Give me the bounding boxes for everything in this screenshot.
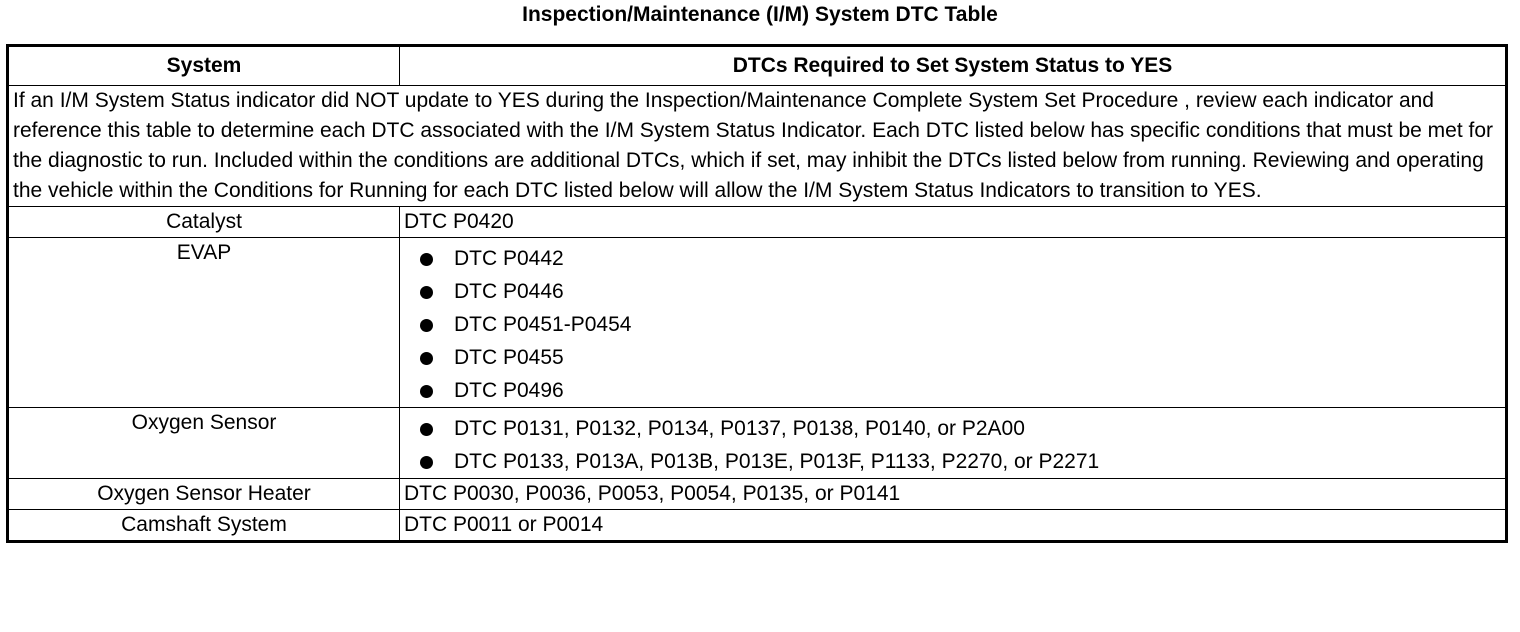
bullet-icon bbox=[420, 423, 433, 436]
table-title: Inspection/Maintenance (I/M) System DTC Table bbox=[522, 3, 998, 26]
list-item: DTC P0131, P0132, P0134, P0137, P0138, P0140, or P2A00 bbox=[404, 412, 1501, 445]
bullet-icon bbox=[420, 385, 433, 398]
dtc-list-cell bbox=[400, 408, 1507, 479]
list-item: DTC P0446 bbox=[404, 275, 1501, 308]
table-row bbox=[8, 207, 1507, 238]
procedure-note: If an I/M System Status indicator did NOT update to YES during the Inspection/Maintenance Complete System Set Procedure , review each indicator and reference this table to determine each DTC associated with the I/M System Status Indicator. Each DTC listed below has specific conditions that must be met for the diagnostic to run. Included within the conditions are additional DTCs, which if set, may inhibit the DTCs listed below from running. Reviewing and operating the vehicle within the Conditions for Running for each DTC listed below will allow the I/M System Status Indicators to transition to YES. bbox=[8, 86, 1507, 207]
table-row bbox=[8, 408, 1507, 479]
system-cell: EVAP bbox=[8, 238, 400, 408]
list-item: DTC P0455 bbox=[404, 341, 1501, 374]
bullet-icon bbox=[420, 456, 433, 469]
bullet-icon bbox=[420, 286, 433, 299]
list-item: DTC P0442 bbox=[404, 242, 1501, 275]
system-cell: Catalyst bbox=[8, 207, 400, 238]
dtc-list bbox=[404, 412, 1501, 478]
dtc-list bbox=[404, 242, 1501, 407]
system-cell: Oxygen Sensor Heater bbox=[8, 479, 400, 510]
column-header-system: System bbox=[8, 46, 400, 86]
note-row bbox=[8, 86, 1507, 207]
list-item: DTC P0133, P013A, P013B, P013E, P013F, P1133, P2270, or P2271 bbox=[404, 445, 1501, 478]
bullet-icon bbox=[420, 253, 433, 266]
bullet-icon bbox=[420, 352, 433, 365]
dtc-cell: DTC P0420 bbox=[400, 207, 1507, 238]
table-row bbox=[8, 238, 1507, 408]
bullet-icon bbox=[420, 319, 433, 332]
dtc-list-cell bbox=[400, 238, 1507, 408]
header-row bbox=[8, 46, 1507, 86]
column-header-dtcs: DTCs Required to Set System Status to YES bbox=[400, 46, 1507, 86]
list-item: DTC P0496 bbox=[404, 374, 1501, 407]
table-row bbox=[8, 479, 1507, 510]
table-row bbox=[8, 510, 1507, 542]
dtc-cell: DTC P0011 or P0014 bbox=[400, 510, 1507, 542]
list-item: DTC P0451-P0454 bbox=[404, 308, 1501, 341]
system-cell: Oxygen Sensor bbox=[8, 408, 400, 479]
dtc-cell: DTC P0030, P0036, P0053, P0054, P0135, or P0141 bbox=[400, 479, 1507, 510]
system-cell: Camshaft System bbox=[8, 510, 400, 542]
dtc-table bbox=[6, 44, 1508, 543]
